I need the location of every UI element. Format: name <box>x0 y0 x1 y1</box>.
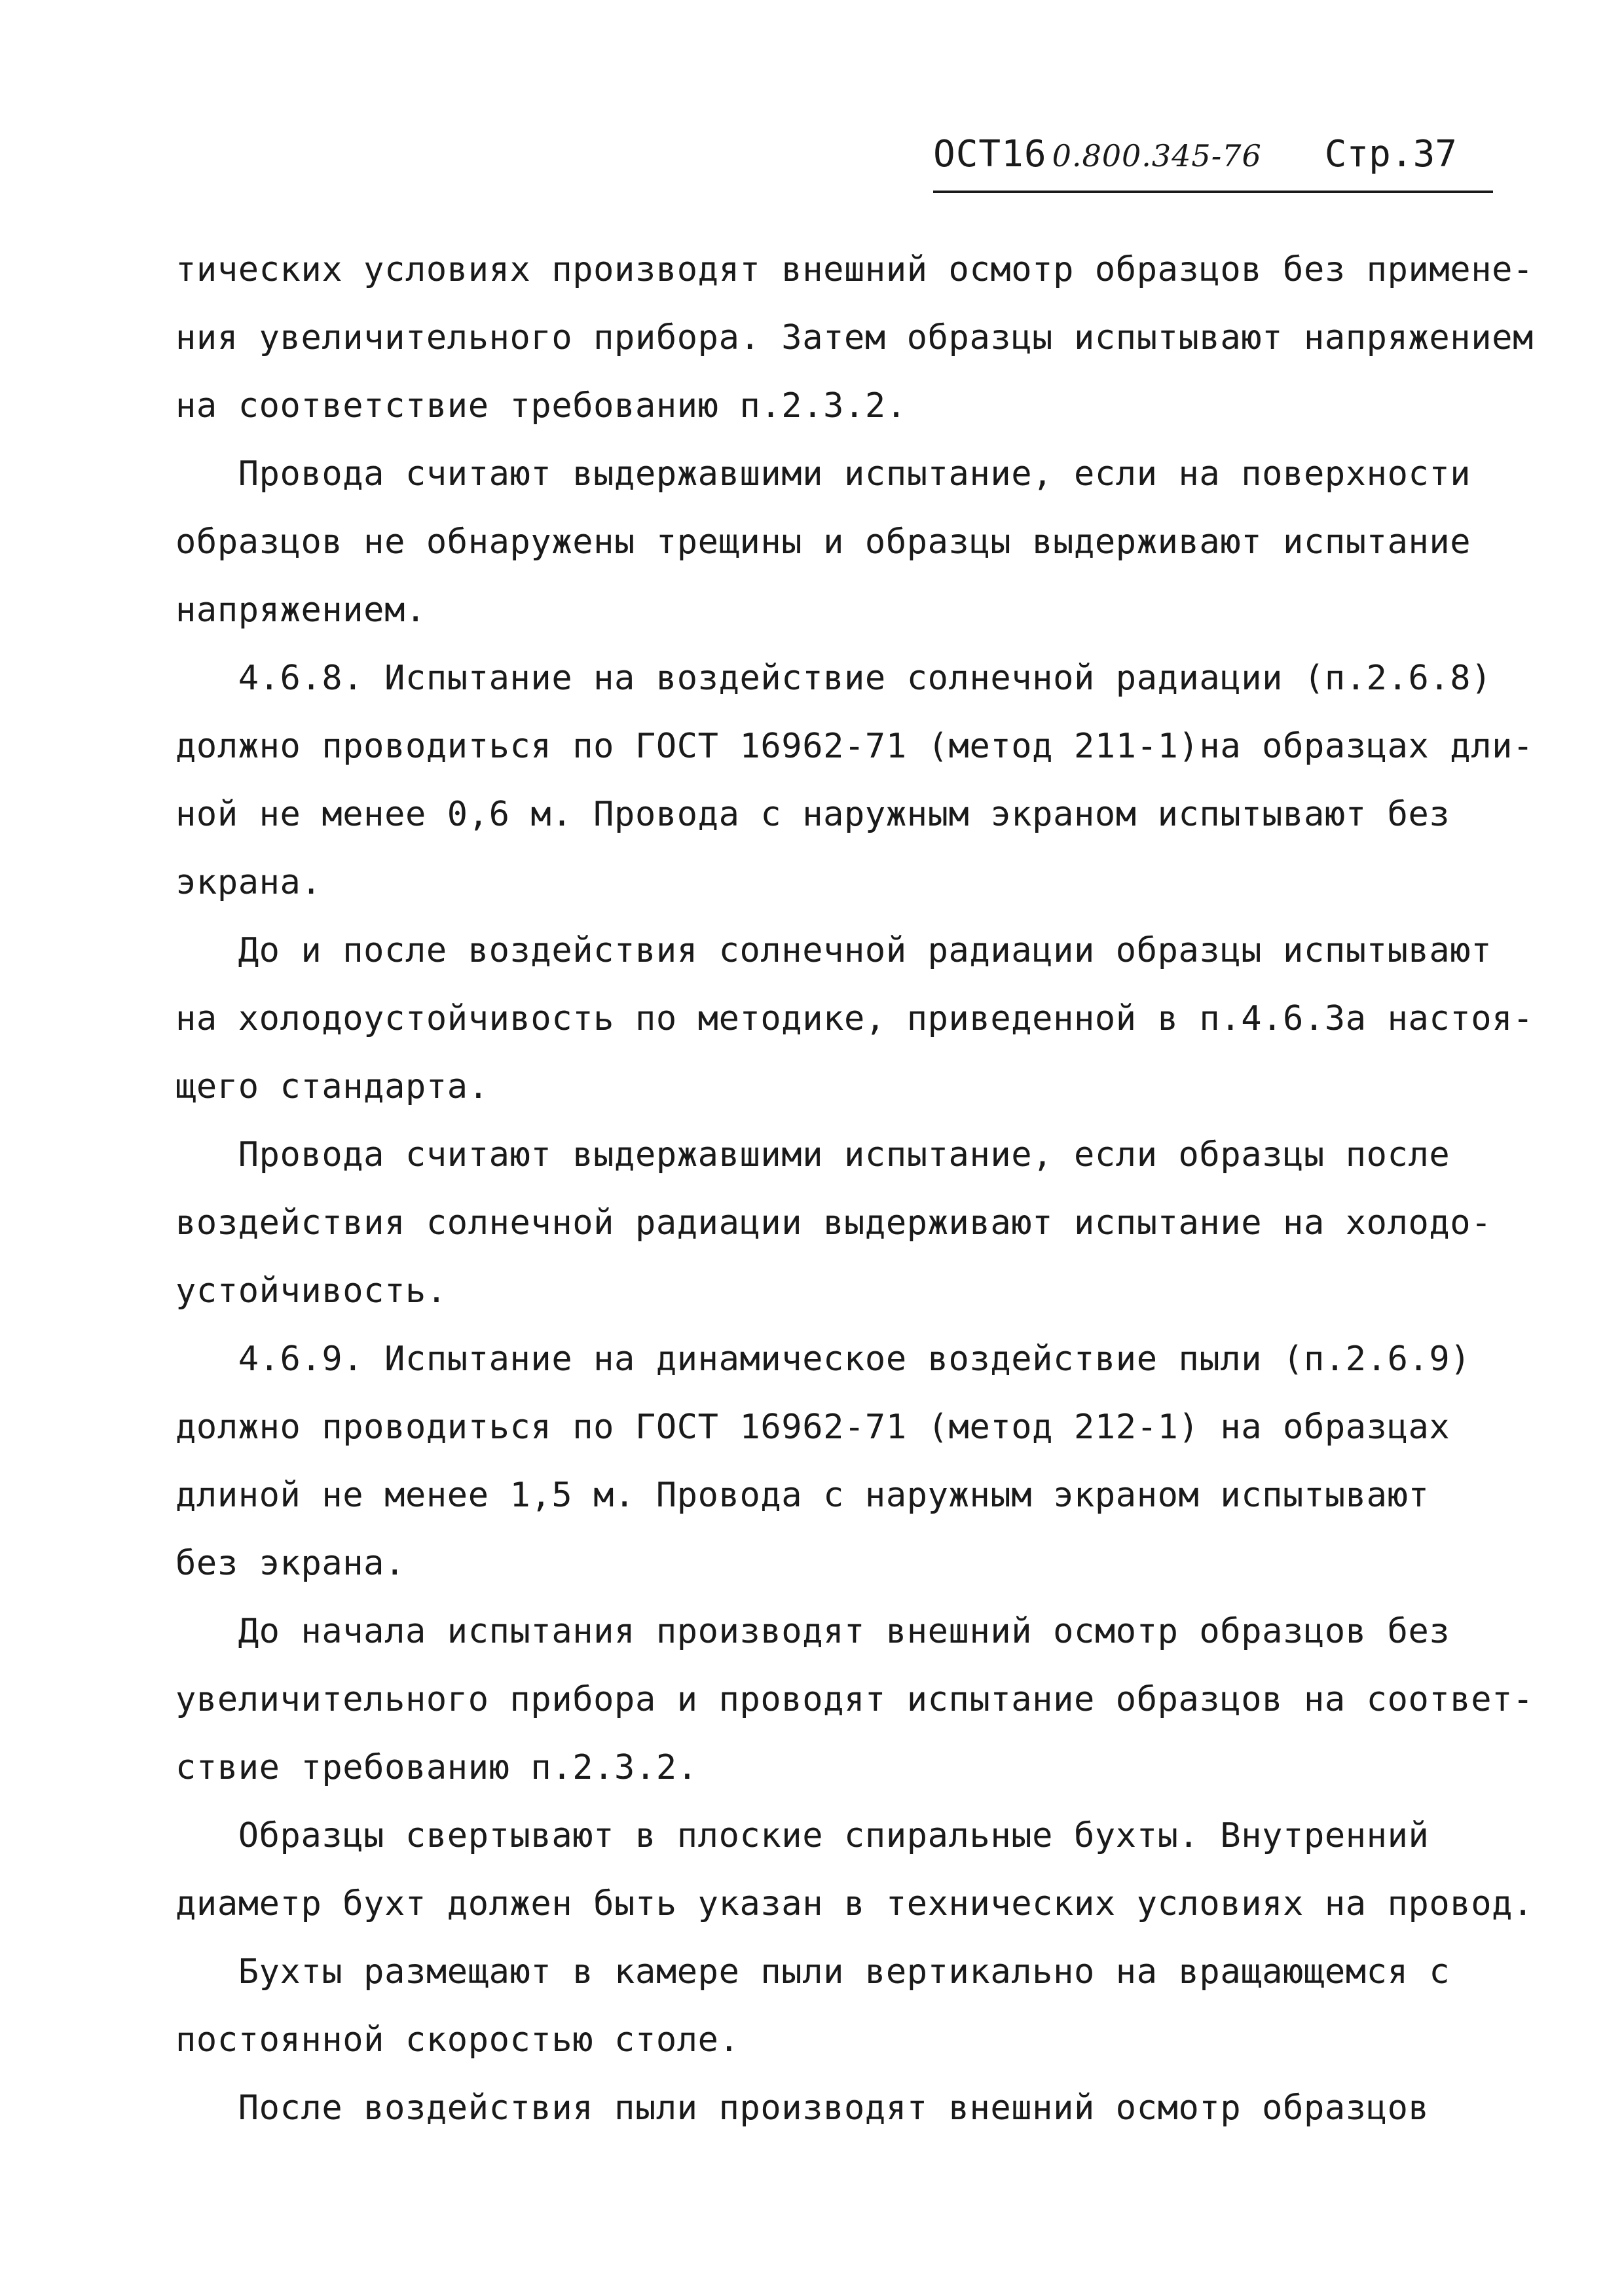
document-code <box>933 133 1262 175</box>
text-line: напряжением. <box>175 591 426 630</box>
text-line: устойчивость. <box>175 1271 447 1311</box>
text-line: экрана. <box>175 863 322 902</box>
text-line: воздействия солнечной радиации выдерживают испытание на холодо- <box>175 1203 1492 1243</box>
text-line: на холодоустойчивость по методике, приведенной в п.4.6.3а настоя- <box>175 999 1534 1038</box>
text-line: ной не менее 0,6 м. Провода с наружным экраном испытывают без <box>175 795 1450 834</box>
text-line: увеличительного прибора и проводят испытание образцов на соответ- <box>175 1680 1534 1719</box>
text-line: До и после воздействия солнечной радиации образцы испытывают <box>175 931 1492 970</box>
text-line: 4.6.9. Испытание на динамическое воздействие пыли (п.2.6.9) <box>175 1339 1471 1379</box>
text-line: Бухты размещают в камере пыли вертикально на вращающемся с <box>175 1952 1450 1992</box>
text-line: диаметр бухт должен быть указан в технических условиях на провод. <box>175 1884 1534 1923</box>
text-line: щего стандарта. <box>175 1067 489 1106</box>
doc-code-printed: ОСТ16 <box>933 133 1047 175</box>
text-line: образцов не обнаружены трещины и образцы выдерживают испытание <box>175 522 1471 562</box>
text-line: После воздействия пыли производят внешний осмотр образцов <box>175 2088 1430 2128</box>
text-line: Провода считают выдержавшими испытание, если образцы после <box>175 1135 1450 1175</box>
text-line: ния увеличительного прибора. Затем образцы испытывают напряжением <box>175 318 1534 357</box>
body-text <box>175 236 1534 2142</box>
header-rule <box>933 191 1493 193</box>
text-line: должно проводиться по ГОСТ 16962-71 (метод 212-1) на образцах <box>175 1408 1450 1447</box>
text-line: Провода считают выдержавшими испытание, если на поверхности <box>175 454 1471 494</box>
text-line: без экрана. <box>175 1544 405 1583</box>
text-line: Образцы свертывают в плоские спиральные бухты. Внутренний <box>175 1816 1430 1855</box>
page-header <box>933 128 1493 200</box>
text-line: тических условиях производят внешний осмотр образцов без примене- <box>175 250 1534 289</box>
text-line: 4.6.8. Испытание на воздействие солнечной радиации (п.2.6.8) <box>175 659 1492 698</box>
text-line: ствие требованию п.2.3.2. <box>175 1748 698 1787</box>
text-line: длиной не менее 1,5 м. Провода с наружным экраном испытывают <box>175 1476 1430 1515</box>
text-line: должно проводиться по ГОСТ 16962-71 (метод 211-1)на образцах дли- <box>175 727 1534 766</box>
page-number: Стр.37 <box>1324 133 1457 175</box>
text-line: До начала испытания производят внешний осмотр образцов без <box>175 1612 1450 1651</box>
text-line: на соответствие требованию п.2.3.2. <box>175 386 907 426</box>
doc-number-handwritten: 0.800.345-76 <box>1052 138 1262 173</box>
text-line: постоянной скоростью столе. <box>175 2020 740 2060</box>
